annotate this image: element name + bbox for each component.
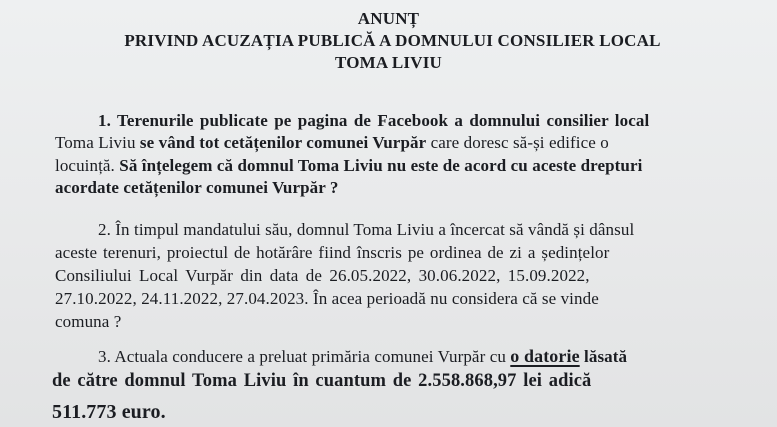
paragraph-2-line-2: aceste terenuri, proiectul de hotărâre fiind înscris pe ordinea de zi a ședințelor (55, 243, 610, 262)
paragraph-1-text: care doresc să-și edifice o (426, 133, 609, 152)
paragraph-1-line-4: acordate cetățenilor comunei Vurpăr ? (55, 178, 339, 197)
paragraph-1-bold-text: Să înțelegem că domnul Toma Liviu nu este de acord cu aceste drepturi (119, 156, 643, 175)
paragraph-2-line-4: 27.10.2022, 24.11.2022, 27.04.2023. În acea perioadă nu considera că se vinde (55, 289, 599, 308)
document-subtitle-line-1: PRIVIND ACUZAȚIA PUBLICĂ A DOMNULUI CONSILIER LOCAL (124, 31, 661, 50)
paragraph-2-line-1: 2. În timpul mandatului său, domnul Toma Liviu a încercat să vândă și dânsul (98, 220, 635, 239)
paragraph-2-line-3: Consiliului Local Vurpăr din data de 26.05.2022, 30.06.2022, 15.09.2022, (55, 266, 590, 285)
paragraph-1-text: Toma Liviu (55, 133, 140, 152)
paragraph-1-bold-text: se vând tot cetățenilor comunei Vurpăr (139, 133, 427, 152)
paragraph-1-number-text: 1. Terenurile publicate pe pagina de Facebook a domnului consilier local (98, 111, 650, 130)
paragraph-1-line-2 (55, 133, 609, 153)
paragraph-3-line-2: de către domnul Toma Liviu în cuantum de 2.558.868,97 lei adică (52, 371, 592, 391)
paragraph-3-underlined-text: o datorie (510, 346, 580, 366)
paragraph-3-text: 3. Actuala conducere a preluat primăria comunei Vurpăr cu (98, 347, 511, 366)
document-subtitle-line-2: TOMA LIVIU (334, 53, 442, 72)
document-title: ANUNȚ (357, 9, 420, 28)
paragraph-1-line-3 (55, 156, 642, 176)
paragraph-1-line-1 (98, 111, 649, 131)
paragraph-3-line-1 (98, 346, 627, 367)
paragraph-1-text: locuință. (55, 156, 120, 175)
paragraph-3-text: lăsată (579, 347, 628, 366)
paragraph-2-line-5: comuna ? (55, 312, 122, 331)
paragraph-3-line-3: 511.773 euro. (52, 401, 166, 423)
